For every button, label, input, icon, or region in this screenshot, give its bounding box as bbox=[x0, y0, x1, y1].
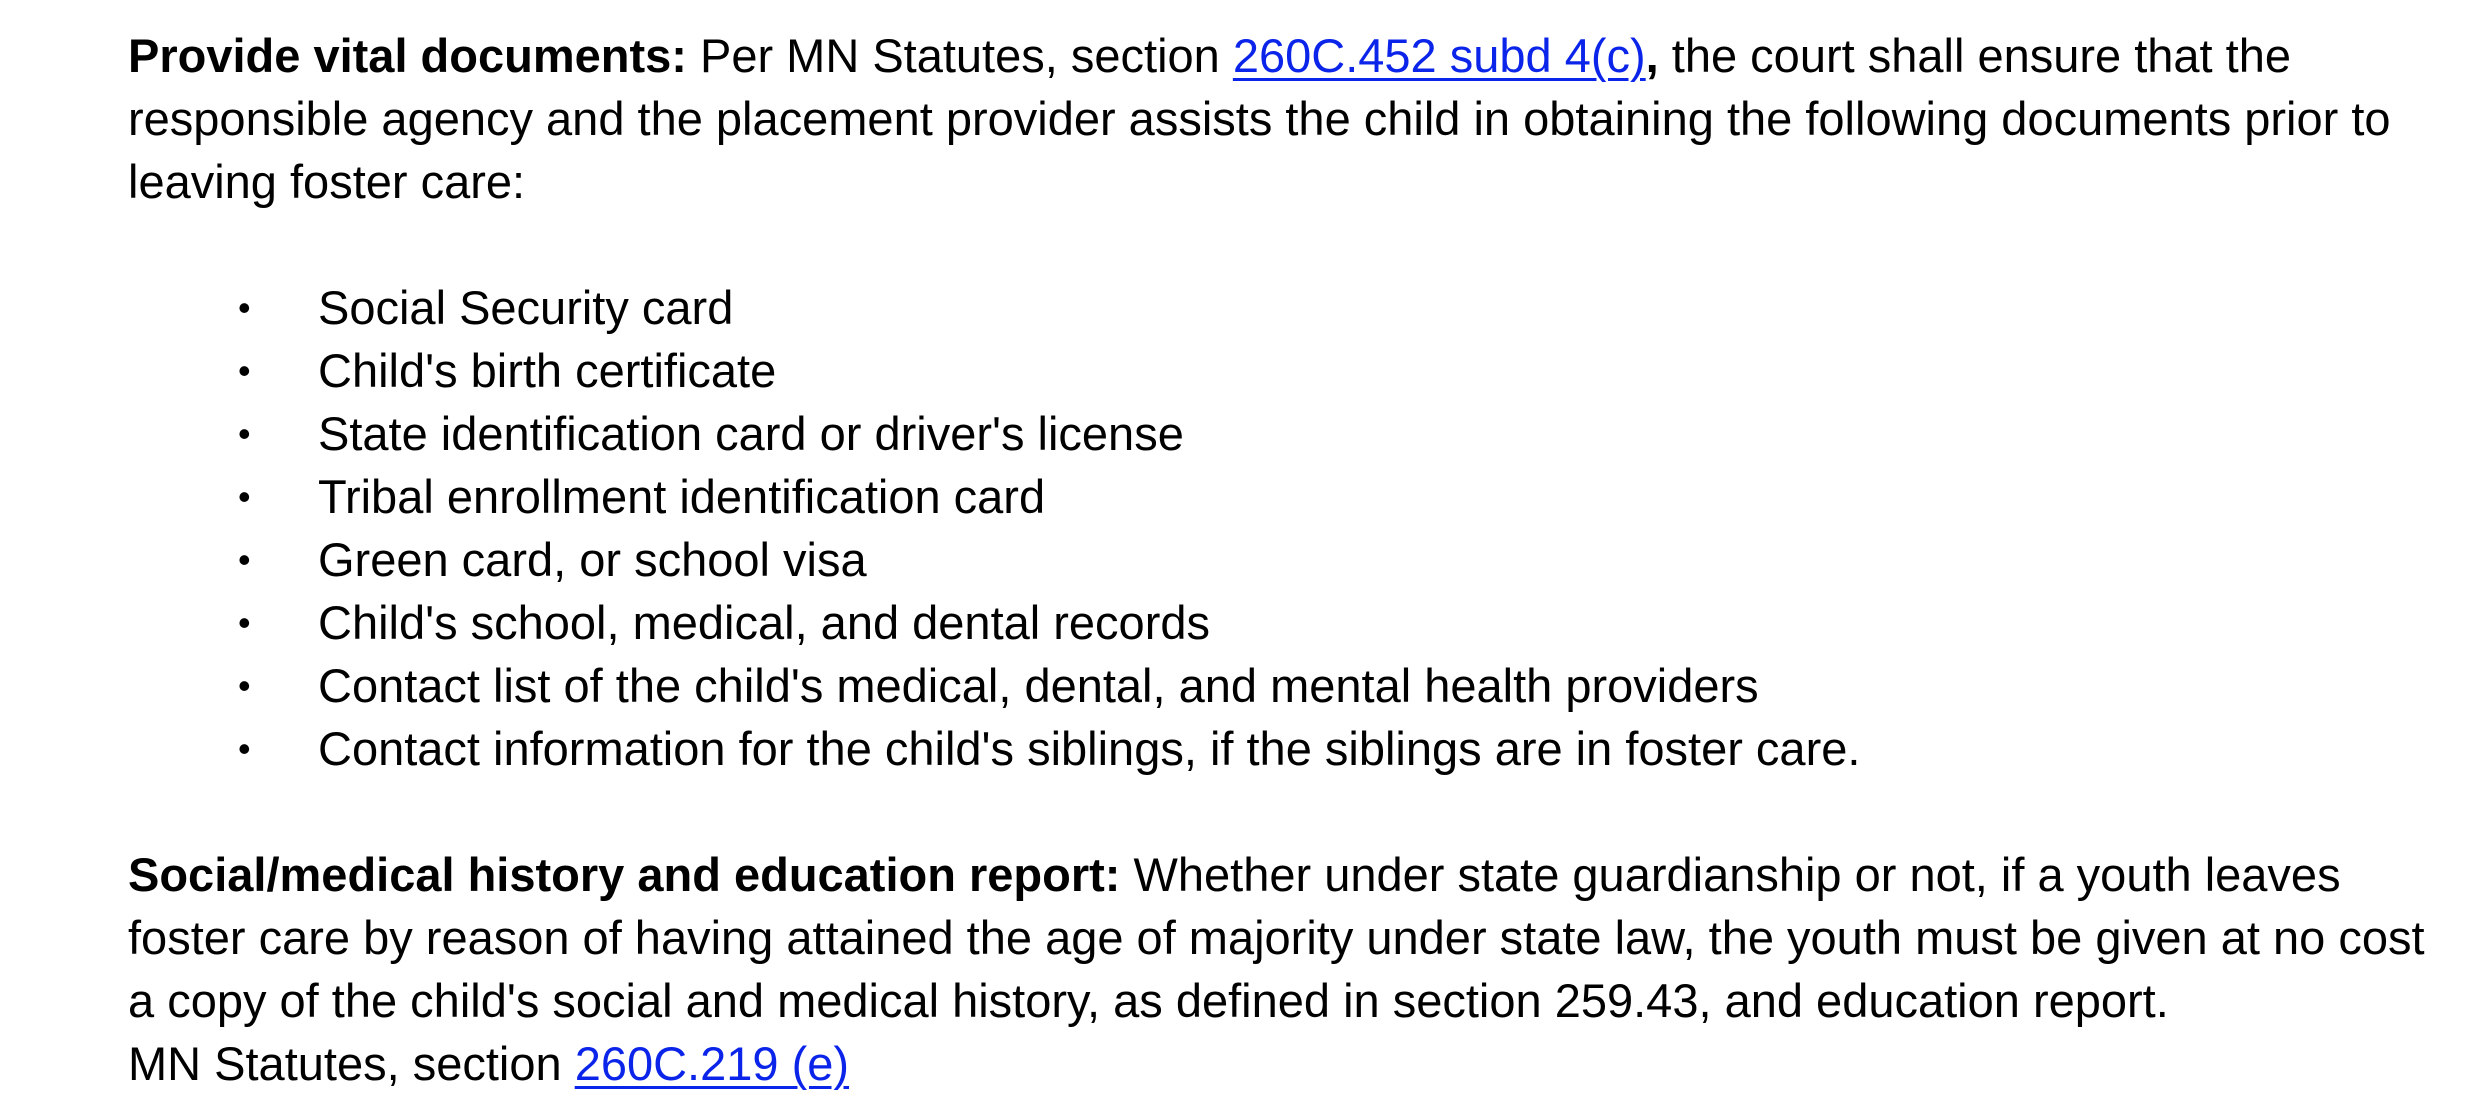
history-report-paragraph bbox=[128, 843, 2458, 1032]
vital-documents-paragraph bbox=[128, 24, 2458, 213]
bullet-icon: • bbox=[238, 350, 251, 391]
bullet-icon: • bbox=[238, 413, 251, 454]
bullet-icon: • bbox=[238, 476, 251, 517]
list-item bbox=[128, 339, 2458, 402]
document-body bbox=[128, 24, 2458, 1095]
bullet-icon: • bbox=[238, 602, 251, 643]
list-item bbox=[128, 717, 2458, 780]
list-item bbox=[128, 528, 2458, 591]
link-trailing-comma: , bbox=[1645, 29, 1659, 82]
list-item bbox=[128, 591, 2458, 654]
bullet-icon: • bbox=[238, 665, 251, 706]
list-item-text: Contact information for the child's siblings, if the siblings are in foster care. bbox=[318, 722, 1861, 775]
list-item-text: Contact list of the child's medical, dental, and mental health providers bbox=[318, 659, 1759, 712]
bullet-icon: • bbox=[238, 539, 251, 580]
statute-link-260c219[interactable]: 260C.219 (e) bbox=[574, 1037, 850, 1090]
vital-documents-intro-text: Per MN Statutes, section bbox=[686, 29, 1233, 82]
list-item-text: State identification card or driver's license bbox=[318, 407, 1184, 460]
vital-documents-heading: Provide vital documents: bbox=[128, 29, 687, 82]
vital-documents-list bbox=[128, 276, 2458, 780]
list-item-text: Child's school, medical, and dental records bbox=[318, 596, 1210, 649]
paragraph-spacer bbox=[128, 213, 2458, 276]
paragraph-spacer bbox=[128, 780, 2458, 843]
list-item bbox=[128, 654, 2458, 717]
history-report-heading: Social/medical history and education report: bbox=[128, 848, 1121, 901]
statute-link-260c452[interactable]: 260C.452 subd 4(c) bbox=[1232, 29, 1646, 82]
list-item-text: Child's birth certificate bbox=[318, 344, 777, 397]
bullet-icon: • bbox=[238, 287, 251, 328]
list-item-text: Green card, or school visa bbox=[318, 533, 867, 586]
list-item bbox=[128, 465, 2458, 528]
vital-documents-body-text: the court shall ensure that the responsible agency and the placement provider assists the child in obtaining the following documents prior to leaving foster care: bbox=[128, 29, 2391, 208]
list-item bbox=[128, 276, 2458, 339]
history-report-body-text: Whether under state guardianship or not, if a youth leaves foster care by reason of having attained the age of majority under state law, the youth must be given at no cost a copy of the child's social and medical history, as defined in section 259.43, and education report. bbox=[128, 848, 2425, 1027]
citation-prefix: MN Statutes, section bbox=[128, 1037, 575, 1090]
list-item-text: Tribal enrollment identification card bbox=[318, 470, 1046, 523]
list-item-text: Social Security card bbox=[318, 281, 734, 334]
list-item bbox=[128, 402, 2458, 465]
citation-line bbox=[128, 1032, 2458, 1095]
bullet-icon: • bbox=[238, 728, 251, 769]
